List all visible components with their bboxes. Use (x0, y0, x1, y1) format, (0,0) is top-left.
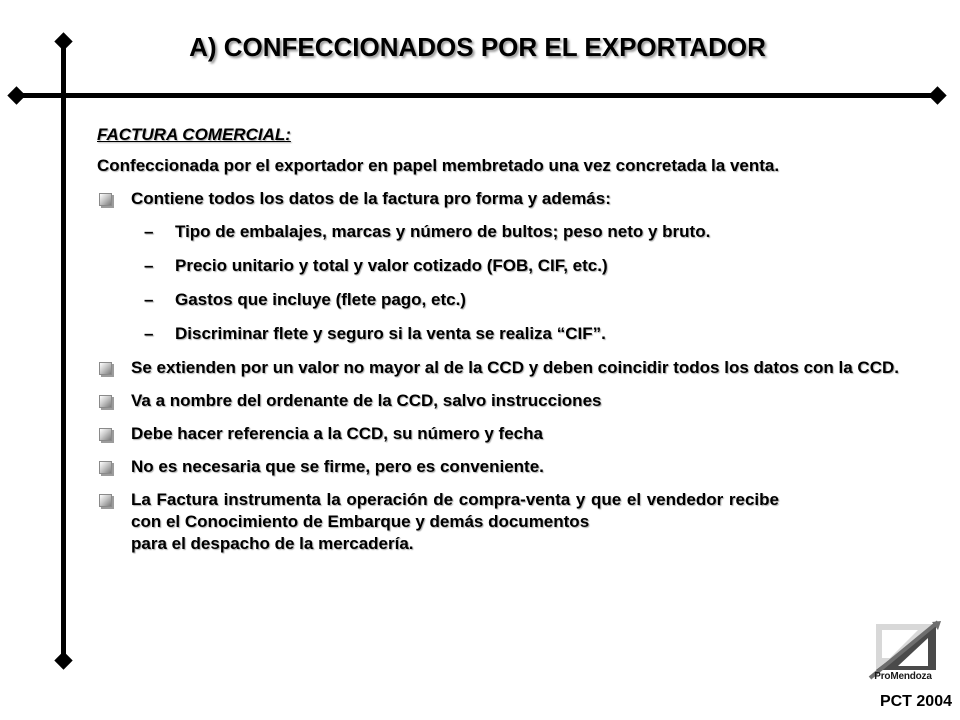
bullet-text: La Factura instrumenta la operación de compra-venta y que el vendedor recibe con el Conocimiento de Embarque y demás documentos (131, 490, 779, 531)
sub-item-text: Tipo de embalajes, marcas y número de bultos; peso neto y bruto. (175, 222, 711, 241)
sub-item-text: Precio unitario y total y valor cotizado (FOB, CIF, etc.) (175, 256, 608, 275)
sub-item (97, 289, 909, 311)
bullet-text: No es necesaria que se firme, pero es conveniente. (131, 457, 544, 476)
bullet-item (97, 357, 909, 379)
bullet-item (97, 188, 909, 210)
frame-horizontal-line (15, 93, 940, 98)
bullet-text: Se extienden por un valor no mayor al de la CCD y deben coincidir todos los datos con la CCD. (131, 358, 899, 377)
diamond-left-icon (7, 86, 25, 104)
bullet-icon (99, 428, 112, 441)
bullet-text: Contiene todos los datos de la factura pro forma y además: (131, 189, 611, 208)
logo-wordmark: ProMendoza (874, 671, 932, 682)
sub-item-text: Discriminar flete y seguro si la venta se realiza “CIF”. (175, 324, 606, 343)
sub-item (97, 323, 909, 345)
dash-icon: – (144, 290, 154, 309)
bullet-item (97, 423, 909, 445)
diamond-bottom-icon (54, 651, 72, 669)
bullet-item (97, 456, 909, 478)
diamond-top-icon (54, 32, 72, 50)
dash-icon: – (144, 324, 154, 343)
slide-body (97, 124, 909, 566)
dash-icon: – (144, 256, 154, 275)
bullet-continuation: para el despacho de la mercadería. (131, 534, 414, 553)
dash-icon: – (144, 222, 154, 241)
slide-title: A) CONFECCIONADOS POR EL EXPORTADOR (189, 32, 766, 62)
bullet-icon (99, 193, 112, 206)
bullet-icon (99, 362, 112, 375)
bullet-text: Va a nombre del ordenante de la CCD, salvo instrucciones (131, 391, 602, 410)
diamond-right-icon (928, 86, 946, 104)
bullet-item (97, 390, 909, 412)
bullet-icon (99, 461, 112, 474)
section-heading: FACTURA COMERCIAL: (97, 125, 291, 144)
bullet-item (97, 489, 909, 555)
bullet-icon (99, 494, 112, 507)
sub-item-text: Gastos que incluye (flete pago, etc.) (175, 290, 466, 309)
sub-item (97, 255, 909, 277)
intro-paragraph: Confeccionada por el exportador en papel membretado una vez concretada la venta. (97, 156, 780, 175)
bullet-text: Debe hacer referencia a la CCD, su número y fecha (131, 424, 543, 443)
frame-vertical-line (61, 40, 66, 662)
sub-item (97, 221, 909, 243)
footer-label: PCT 2004 (879, 693, 952, 710)
bullet-icon (99, 395, 112, 408)
